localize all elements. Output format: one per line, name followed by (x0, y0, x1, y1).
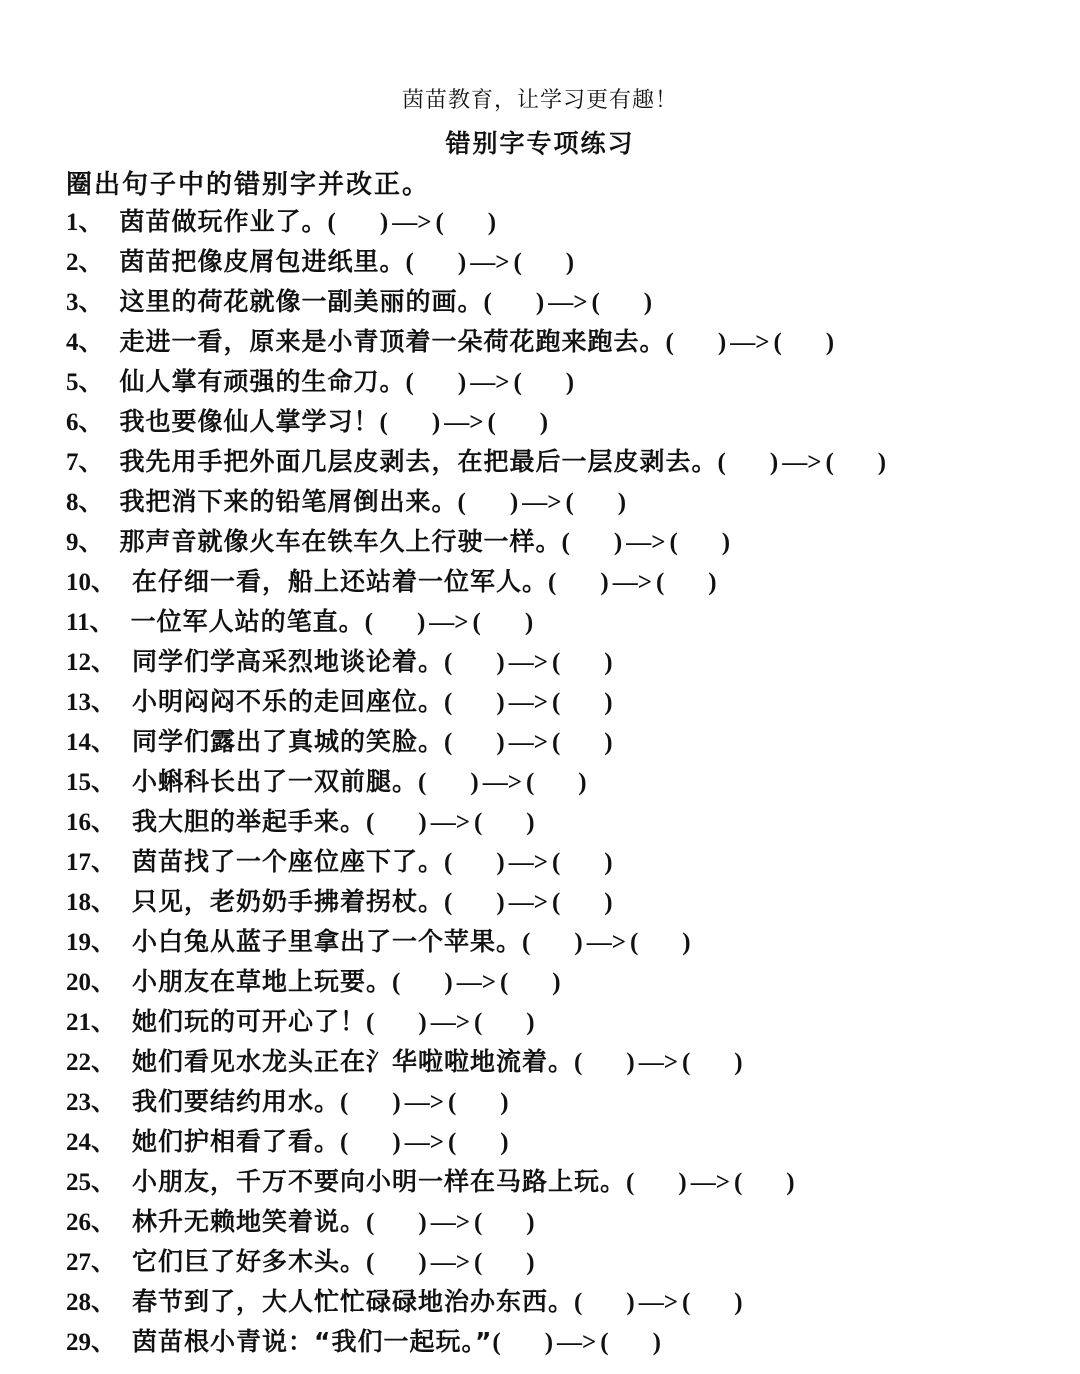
question-number: 13、 (66, 689, 117, 716)
paren-close: ) (444, 969, 453, 996)
arrow-symbol: —> (690, 1169, 730, 1196)
question-number: 28、 (66, 1289, 117, 1316)
paren-open: ( (591, 289, 600, 316)
paren-open: ( (444, 889, 453, 916)
question-sentence: 茵苗根小青说：“我们一起玩。” (132, 1327, 493, 1356)
question-item (66, 642, 886, 682)
paren-open: ( (447, 1089, 457, 1116)
question-item (66, 522, 886, 562)
paren-close: ) (524, 609, 534, 636)
question-sentence: 她们看见水龙头正在氵华啦啦地流着。 (132, 1047, 575, 1076)
paren-close: ) (565, 249, 575, 276)
wrong-char-blank[interactable] (626, 1169, 687, 1196)
correct-char-blank[interactable] (474, 1249, 535, 1276)
question-number: 19、 (66, 929, 117, 956)
paren-close: ) (500, 1129, 509, 1156)
question-sentence: 同学们学高采烈地谈论着。 (132, 647, 445, 676)
paren-open: ( (551, 649, 561, 676)
correct-char-blank[interactable] (474, 809, 535, 836)
paren-open: ( (405, 249, 414, 276)
wrong-char-blank[interactable] (340, 1089, 401, 1116)
paren-close: ) (734, 1049, 743, 1076)
arrow-symbol: —> (430, 1209, 470, 1236)
paren-open: ( (418, 769, 427, 796)
paren-close: ) (544, 1329, 554, 1356)
question-sentence: 小朋友在草地上玩要。 (132, 967, 393, 996)
wrong-char-blank[interactable] (366, 1209, 427, 1236)
paren-close: ) (496, 689, 505, 716)
arrow-symbol: —> (522, 489, 562, 516)
correct-char-blank[interactable] (500, 969, 561, 996)
question-sentence: 茵苗找了一个座位座下了。 (132, 847, 445, 876)
question-item (66, 1282, 886, 1322)
wrong-char-blank[interactable] (406, 369, 467, 396)
paren-close: ) (500, 1089, 509, 1116)
correct-char-blank[interactable] (552, 649, 613, 676)
arrow-symbol: —> (404, 1089, 444, 1116)
question-item (66, 802, 886, 842)
wrong-char-blank[interactable] (492, 1329, 553, 1356)
wrong-char-blank[interactable] (444, 889, 505, 916)
question-sentence: 她们护相看了看。 (132, 1127, 341, 1156)
paren-close: ) (604, 689, 613, 716)
arrow-symbol: —> (430, 1009, 470, 1036)
question-number: 10、 (66, 569, 117, 596)
arrow-symbol: —> (782, 449, 822, 476)
paren-open: ( (472, 609, 481, 636)
question-sentence: 它们巨了好多木头。 (132, 1247, 367, 1276)
paren-open: ( (473, 1209, 483, 1236)
paren-close: ) (600, 569, 609, 596)
question-item (66, 562, 886, 602)
question-number: 14、 (66, 729, 117, 756)
paren-close: ) (526, 809, 535, 836)
question-item (66, 1242, 886, 1282)
question-number: 18、 (66, 889, 117, 916)
paren-open: ( (483, 289, 492, 316)
paren-open: ( (487, 409, 496, 436)
paren-open: ( (366, 1209, 375, 1236)
correct-char-blank[interactable] (526, 769, 587, 796)
paren-close: ) (496, 849, 505, 876)
question-list (66, 202, 886, 1362)
correct-char-blank[interactable] (825, 449, 886, 476)
paren-open: ( (444, 689, 453, 716)
paren-open: ( (522, 929, 531, 956)
wrong-char-blank[interactable] (366, 809, 427, 836)
correct-char-blank[interactable] (435, 209, 496, 236)
question-number: 8、 (66, 489, 104, 516)
paren-close: ) (717, 329, 727, 356)
question-item (66, 762, 886, 802)
arrow-symbol: —> (508, 689, 548, 716)
paren-open: ( (473, 809, 483, 836)
paren-open: ( (366, 809, 375, 836)
paren-close: ) (457, 249, 467, 276)
question-number: 27、 (66, 1249, 117, 1276)
question-sentence: 我先用手把外面几层皮剥去，在把最后一层皮剥去。 (119, 447, 718, 476)
paren-close: ) (392, 1129, 401, 1156)
paren-open: ( (473, 1009, 483, 1036)
question-number: 29、 (66, 1329, 117, 1356)
question-number: 20、 (66, 969, 117, 996)
question-item (66, 282, 886, 322)
wrong-char-blank[interactable] (522, 929, 583, 956)
question-item (66, 1122, 886, 1162)
question-sentence: 我大胆的举起手来。 (132, 807, 367, 836)
arrow-symbol: —> (456, 969, 496, 996)
wrong-char-blank[interactable] (366, 1249, 427, 1276)
wrong-char-blank[interactable] (718, 449, 779, 476)
question-item (66, 1202, 886, 1242)
correct-char-blank[interactable] (630, 929, 691, 956)
question-sentence: 那声音就像火车在铁车久上行驶一样。 (119, 527, 562, 556)
arrow-symbol: —> (638, 1049, 678, 1076)
paren-open: ( (444, 729, 453, 756)
arrow-symbol: —> (470, 249, 510, 276)
question-number: 1、 (66, 209, 104, 236)
paren-close: ) (604, 729, 613, 756)
question-number: 5、 (66, 369, 104, 396)
correct-char-blank[interactable] (591, 289, 652, 316)
question-sentence: 我也要像仙人掌学习！ (119, 407, 380, 436)
paren-close: ) (578, 769, 587, 796)
question-item (66, 602, 886, 642)
question-number: 4、 (66, 329, 104, 356)
paren-open: ( (340, 1129, 349, 1156)
correct-char-blank[interactable] (552, 729, 613, 756)
paren-open: ( (473, 1249, 483, 1276)
correct-char-blank[interactable] (448, 1089, 509, 1116)
question-number: 23、 (66, 1089, 117, 1116)
question-sentence: 她们玩的可开心了！ (132, 1007, 367, 1036)
wrong-char-blank[interactable] (458, 489, 519, 516)
wrong-char-blank[interactable] (340, 1129, 401, 1156)
question-item (66, 842, 886, 882)
correct-char-blank[interactable] (552, 889, 613, 916)
question-item (66, 882, 886, 922)
question-number: 26、 (66, 1209, 117, 1236)
correct-char-blank[interactable] (773, 329, 834, 356)
wrong-char-blank[interactable] (574, 1049, 635, 1076)
question-number: 15、 (66, 769, 117, 796)
question-number: 2、 (66, 249, 104, 276)
paren-close: ) (392, 1089, 401, 1116)
arrow-symbol: —> (508, 649, 548, 676)
correct-char-blank[interactable] (474, 1009, 535, 1036)
paren-close: ) (877, 449, 887, 476)
arrow-symbol: —> (430, 1249, 470, 1276)
paren-close: ) (721, 529, 731, 556)
correct-char-blank[interactable] (513, 369, 574, 396)
question-number: 3、 (66, 289, 104, 316)
paren-close: ) (418, 1249, 427, 1276)
paren-open: ( (551, 729, 561, 756)
question-sentence: 在仔细一看，船上还站着一位军人。 (132, 567, 549, 596)
arrow-symbol: —> (730, 329, 770, 356)
correct-char-blank[interactable] (552, 849, 613, 876)
paren-close: ) (574, 929, 583, 956)
paren-close: ) (604, 849, 613, 876)
arrow-symbol: —> (612, 569, 652, 596)
arrow-symbol: —> (586, 929, 626, 956)
question-number: 12、 (66, 649, 117, 676)
paren-close: ) (643, 289, 653, 316)
question-number: 25、 (66, 1169, 117, 1196)
paren-open: ( (444, 649, 453, 676)
question-sentence: 小明闷闷不乐的走回座位。 (132, 687, 445, 716)
wrong-char-blank[interactable] (392, 969, 453, 996)
arrow-symbol: —> (429, 609, 469, 636)
paren-close: ) (526, 1209, 535, 1236)
paren-close: ) (539, 409, 549, 436)
question-sentence: 仙人掌有顽强的生命刀。 (119, 367, 406, 396)
question-item (66, 402, 886, 442)
question-item (66, 922, 886, 962)
question-item (66, 442, 886, 482)
question-item (66, 202, 886, 242)
question-sentence: 这里的荷花就像一副美丽的画。 (119, 287, 484, 316)
paren-close: ) (565, 369, 575, 396)
paren-open: ( (551, 689, 561, 716)
paren-open: ( (773, 329, 782, 356)
correct-char-blank[interactable] (474, 1209, 535, 1236)
paren-open: ( (379, 409, 388, 436)
arrow-symbol: —> (444, 409, 484, 436)
paren-open: ( (626, 1169, 635, 1196)
wrong-char-blank[interactable] (444, 689, 505, 716)
paren-close: ) (418, 1009, 427, 1036)
paren-open: ( (551, 849, 561, 876)
question-sentence: 小白兔从蓝子里拿出了一个苹果。 (132, 927, 523, 956)
paren-open: ( (513, 249, 522, 276)
paren-close: ) (708, 569, 717, 596)
wrong-char-blank[interactable] (406, 249, 467, 276)
paren-close: ) (613, 529, 623, 556)
wrong-char-blank[interactable] (365, 609, 426, 636)
wrong-char-blank[interactable] (380, 409, 441, 436)
question-item (66, 242, 886, 282)
correct-char-blank[interactable] (682, 1049, 743, 1076)
wrong-char-blank[interactable] (562, 529, 623, 556)
paren-close: ) (431, 409, 441, 436)
paren-open: ( (405, 369, 414, 396)
wrong-char-blank[interactable] (444, 729, 505, 756)
wrong-char-blank[interactable] (444, 849, 505, 876)
correct-char-blank[interactable] (600, 1329, 661, 1356)
paren-open: ( (435, 209, 444, 236)
question-item (66, 322, 886, 362)
question-number: 22、 (66, 1049, 117, 1076)
question-number: 17、 (66, 849, 117, 876)
question-sentence: 走进一看，原来是小青顶着一朵荷花跑来跑去。 (119, 327, 666, 356)
paren-close: ) (509, 489, 519, 516)
paren-close: ) (418, 809, 427, 836)
question-item (66, 1042, 886, 1082)
wrong-char-blank[interactable] (484, 289, 545, 316)
paren-open: ( (681, 1289, 691, 1316)
paren-open: ( (364, 609, 373, 636)
correct-char-blank[interactable] (656, 569, 717, 596)
correct-char-blank[interactable] (513, 249, 574, 276)
arrow-symbol: —> (482, 769, 522, 796)
question-item (66, 962, 886, 1002)
paren-close: ) (734, 1289, 743, 1316)
correct-char-blank[interactable] (682, 1289, 743, 1316)
wrong-char-blank[interactable] (444, 649, 505, 676)
paren-open: ( (655, 569, 665, 596)
question-sentence: 茵苗做玩作业了。 (119, 207, 328, 236)
correct-char-blank[interactable] (473, 609, 534, 636)
paren-open: ( (600, 1329, 609, 1356)
paren-open: ( (561, 529, 570, 556)
paren-open: ( (733, 1169, 743, 1196)
question-item (66, 1002, 886, 1042)
arrow-symbol: —> (548, 289, 588, 316)
question-sentence: 一位军人站的笔直。 (130, 607, 365, 636)
paren-open: ( (340, 1089, 349, 1116)
question-sentence: 林升无赖地笑着说。 (132, 1207, 367, 1236)
paren-close: ) (825, 329, 835, 356)
arrow-symbol: —> (626, 529, 666, 556)
paren-open: ( (392, 969, 401, 996)
wrong-char-blank[interactable] (328, 209, 389, 236)
paren-open: ( (525, 769, 535, 796)
paren-open: ( (574, 1049, 583, 1076)
correct-char-blank[interactable] (669, 529, 730, 556)
question-sentence: 我们要结约用水。 (132, 1087, 341, 1116)
correct-char-blank[interactable] (565, 489, 626, 516)
question-sentence: 我把消下来的铅笔屑倒出来。 (119, 487, 458, 516)
paren-close: ) (526, 1009, 535, 1036)
paren-open: ( (327, 209, 336, 236)
question-sentence: 小蝌科长出了一双前腿。 (132, 767, 419, 796)
arrow-symbol: —> (430, 809, 470, 836)
question-sentence: 茵苗把像皮屑包进纸里。 (119, 247, 406, 276)
paren-open: ( (681, 1049, 691, 1076)
correct-char-blank[interactable] (487, 409, 548, 436)
question-item (66, 682, 886, 722)
correct-char-blank[interactable] (448, 1129, 509, 1156)
paren-open: ( (513, 369, 522, 396)
paren-close: ) (678, 1169, 687, 1196)
paren-close: ) (457, 369, 467, 396)
paren-close: ) (617, 489, 627, 516)
wrong-char-blank[interactable] (548, 569, 609, 596)
question-item (66, 1082, 886, 1122)
paren-close: ) (652, 1329, 661, 1356)
slogan-header: 茵苗教育，让学习更有趣！ (401, 88, 678, 113)
paren-close: ) (379, 209, 389, 236)
paren-open: ( (665, 329, 674, 356)
arrow-symbol: —> (392, 209, 432, 236)
paren-open: ( (492, 1329, 501, 1356)
question-sentence: 小朋友，千万不要向小明一样在马路上玩。 (132, 1167, 627, 1196)
paren-open: ( (551, 889, 561, 916)
paren-close: ) (786, 1169, 795, 1196)
paren-close: ) (526, 1249, 535, 1276)
arrow-symbol: —> (557, 1329, 597, 1356)
paren-close: ) (418, 1209, 427, 1236)
wrong-char-blank[interactable] (574, 1289, 635, 1316)
arrow-symbol: —> (404, 1129, 444, 1156)
arrow-symbol: —> (470, 369, 510, 396)
paren-close: ) (496, 729, 505, 756)
paren-open: ( (629, 929, 639, 956)
correct-char-blank[interactable] (734, 1169, 795, 1196)
question-number: 11、 (66, 609, 115, 636)
paren-close: ) (769, 449, 779, 476)
question-item (66, 1162, 886, 1202)
paren-close: ) (626, 1049, 635, 1076)
paren-open: ( (366, 1009, 375, 1036)
wrong-char-blank[interactable] (418, 769, 479, 796)
paren-close: ) (470, 769, 479, 796)
question-sentence: 同学们露出了真城的笑脸。 (132, 727, 445, 756)
paren-close: ) (604, 889, 613, 916)
question-item (66, 722, 886, 762)
paren-open: ( (366, 1249, 375, 1276)
question-number: 9、 (66, 529, 104, 556)
paren-close: ) (604, 649, 613, 676)
question-item (66, 362, 886, 402)
paren-close: ) (535, 289, 545, 316)
paren-close: ) (487, 209, 497, 236)
arrow-symbol: —> (508, 849, 548, 876)
paren-open: ( (574, 1289, 583, 1316)
paren-open: ( (457, 489, 466, 516)
question-number: 21、 (66, 1009, 117, 1036)
paren-close: ) (496, 889, 505, 916)
arrow-symbol: —> (508, 889, 548, 916)
paren-close: ) (416, 609, 426, 636)
instruction-text: 圈出句子中的错别字并改正。 (66, 170, 431, 200)
paren-open: ( (565, 489, 574, 516)
paren-close: ) (552, 969, 561, 996)
question-item (66, 1322, 886, 1362)
paren-open: ( (669, 529, 678, 556)
arrow-symbol: —> (638, 1289, 678, 1316)
page-title: 错别字专项练习 (445, 129, 635, 158)
wrong-char-blank[interactable] (366, 1009, 427, 1036)
question-number: 6、 (66, 409, 104, 436)
paren-open: ( (717, 449, 726, 476)
question-number: 24、 (66, 1129, 117, 1156)
paren-open: ( (548, 569, 557, 596)
question-sentence: 只见，老奶奶手拂着拐杖。 (132, 887, 445, 916)
question-item (66, 482, 886, 522)
arrow-symbol: —> (508, 729, 548, 756)
correct-char-blank[interactable] (552, 689, 613, 716)
paren-close: ) (496, 649, 505, 676)
paren-close: ) (626, 1289, 635, 1316)
question-number: 7、 (66, 449, 104, 476)
question-number: 16、 (66, 809, 117, 836)
question-sentence: 春节到了，大人忙忙碌碌地治办东西。 (132, 1287, 575, 1316)
paren-open: ( (499, 969, 509, 996)
paren-open: ( (444, 849, 453, 876)
paren-close: ) (682, 929, 691, 956)
paren-open: ( (447, 1129, 457, 1156)
paren-open: ( (825, 449, 834, 476)
wrong-char-blank[interactable] (666, 329, 727, 356)
